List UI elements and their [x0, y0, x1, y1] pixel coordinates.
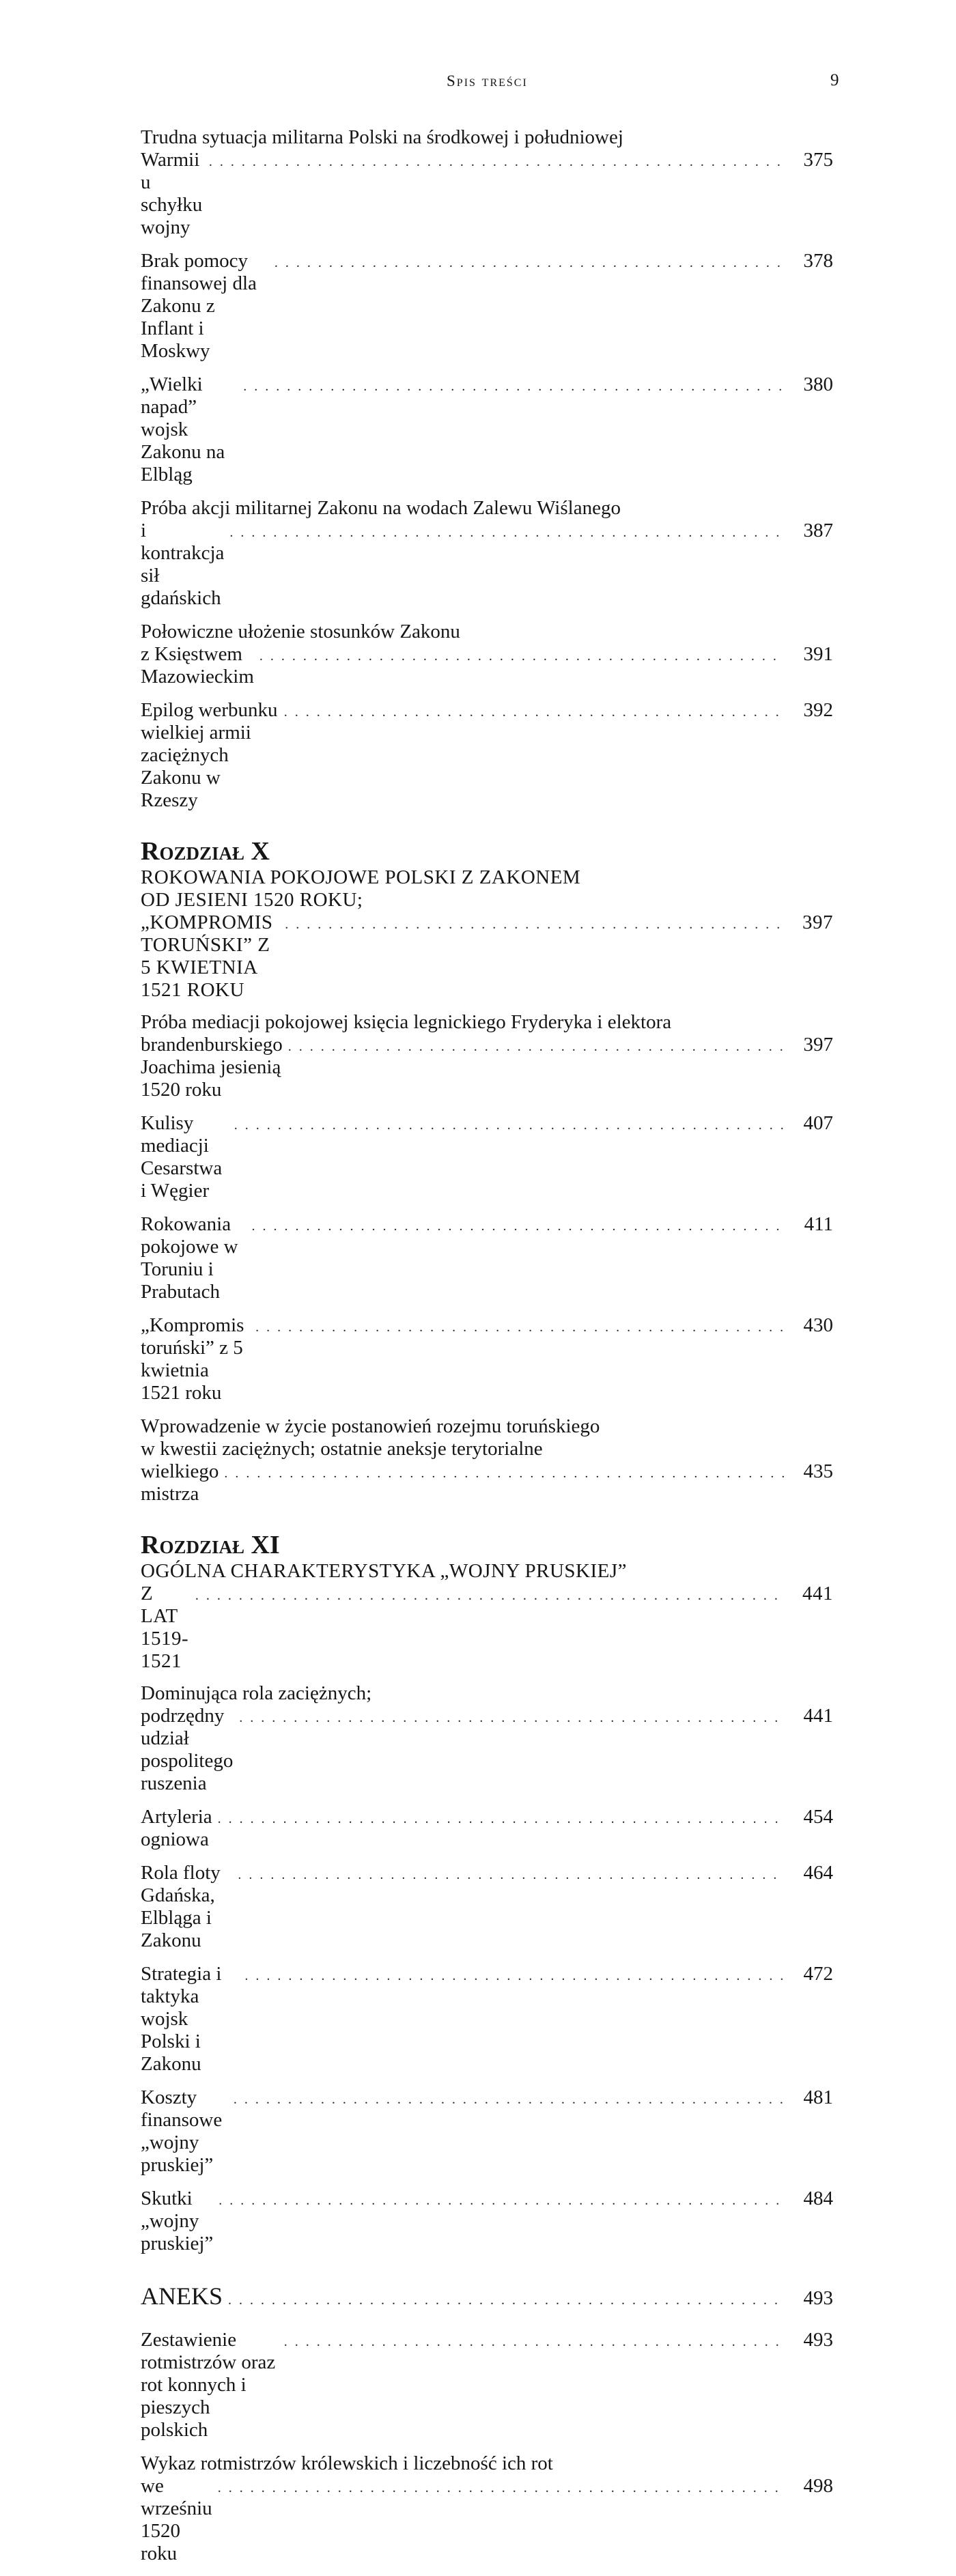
dot-leader: [255, 1314, 784, 1339]
toc-entry: [141, 2329, 833, 2441]
entry-text: „Wielki napad” wojsk Zakonu na Elbląg: [141, 373, 225, 485]
entry-page: 430: [803, 1314, 833, 1336]
dot-leader: [218, 2475, 784, 2500]
table-of-contents: [141, 126, 833, 2576]
entry-page: 441: [803, 1705, 833, 1727]
chapter-x-label: Rozdział X: [141, 837, 270, 866]
entry-page: 484: [803, 2188, 833, 2209]
dot-leader: [244, 1963, 784, 1987]
entry-text: wielkiego mistrza: [141, 1460, 219, 1505]
dot-leader: [284, 699, 784, 724]
entry-text: Wprowadzenie w życie postanowień rozejmu toruńskiego: [141, 1415, 600, 1437]
entry-text: Brak pomocy finansowej dla Zakonu z Inflant i Moskwy: [141, 250, 257, 362]
dot-leader: [239, 1705, 784, 1729]
chapter-title-line: ROKOWANIA POKOJOWE POLSKI Z ZAKONEM: [141, 866, 581, 888]
entry-text: Epilog werbunku wielkiej armii zaciężnych Zakonu w Rzeszy: [141, 699, 278, 811]
dot-leader: [234, 2086, 784, 2111]
dot-leader: [285, 911, 784, 936]
toc-entry: [141, 1963, 833, 2076]
dot-leader: [229, 520, 784, 544]
dot-leader: [252, 1213, 784, 1238]
toc-entry: [141, 699, 833, 812]
entry-page: 375: [803, 149, 833, 171]
toc-entry: [141, 1314, 833, 1404]
page-number: 9: [830, 71, 839, 89]
toc-entry: [141, 126, 833, 239]
entry-text: Wykaz rotmistrzów królewskich i liczebność ich rot: [141, 2452, 553, 2474]
dot-leader: [243, 373, 784, 398]
chapter-xi-title: [141, 1560, 833, 1673]
entry-page: 435: [803, 1460, 833, 1482]
toc-entry: [141, 1112, 833, 1202]
toc-entry: [141, 1415, 833, 1505]
toc-entry: [141, 1213, 833, 1303]
entry-text: i kontrakcja sił gdańskich: [141, 520, 225, 609]
entry-text: we wrześniu 1520 roku: [141, 2475, 212, 2564]
entry-text: Rola floty Gdańska, Elbląga i Zakonu: [141, 1862, 221, 1951]
toc-entry: [141, 621, 833, 688]
dot-leader: [284, 2329, 784, 2353]
dot-leader: [209, 149, 784, 173]
toc-entry: [141, 250, 833, 363]
entry-page: 391: [803, 643, 833, 665]
dot-leader: [288, 1034, 784, 1058]
entry-page: 498: [803, 2475, 833, 2497]
entry-text: Warmii u schyłku wojny: [141, 149, 203, 238]
entry-text: Strategia i taktyka wojsk Polski i Zakonu: [141, 1963, 222, 2075]
entry-text: Kulisy mediacji Cesarstwa i Węgier: [141, 1112, 223, 1202]
entry-text: Dominująca rola zaciężnych;: [141, 1682, 372, 1704]
entry-page: 392: [803, 699, 833, 721]
entry-text: w kwestii zaciężnych; ostatnie aneksje terytorialne: [141, 1438, 543, 1460]
dot-leader: [218, 1806, 784, 1830]
entry-text: Koszty finansowe „wojny pruskiej”: [141, 2086, 223, 2176]
running-title: Spis treści: [447, 72, 528, 89]
toc-entry: [141, 497, 833, 610]
dot-leader: [259, 643, 784, 668]
running-head: [0, 68, 956, 96]
entry-page: 397: [803, 1034, 833, 1056]
annex-page: 493: [803, 2287, 833, 2309]
entry-page: 493: [803, 2329, 833, 2351]
toc-entry: [141, 2452, 833, 2565]
chapter-x-title: [141, 866, 833, 1002]
entry-text: podrzędny udział pospolitego ruszenia: [141, 1705, 234, 1794]
entry-text: Próba akcji militarnej Zakonu na wodach Zalewu Wiślanego: [141, 497, 621, 519]
entry-page: 472: [803, 1963, 833, 1985]
entry-text: Skutki „wojny pruskiej”: [141, 2188, 214, 2254]
entry-page: 387: [803, 520, 833, 541]
toc-entry: [141, 1011, 833, 1101]
toc-entry: [141, 2086, 833, 2177]
entry-page: 407: [803, 1112, 833, 1134]
chapter-xi-label: Rozdział XI: [141, 1531, 280, 1559]
dot-leader: [234, 1112, 784, 1137]
chapter-page: 397: [802, 911, 833, 933]
entry-text: z Księstwem Mazowieckim: [141, 643, 254, 688]
entry-page: 481: [803, 2086, 833, 2108]
toc-entry: [141, 1806, 833, 1851]
dot-leader: [238, 1862, 784, 1886]
chapter-page: 441: [802, 1583, 833, 1604]
entry-page: 464: [803, 1862, 833, 1884]
dot-leader: [228, 2282, 784, 2314]
chapter-title-line: „KOMPROMIS TORUŃSKI” Z 5 KWIETNIA 1521 ROKU: [141, 911, 273, 1001]
entry-text: „Kompromis toruński” z 5 kwietnia 1521 roku: [141, 1314, 244, 1404]
chapter-title-line: OD JESIENI 1520 ROKU;: [141, 889, 363, 911]
chapter-title-line: Z LAT 1519-1521: [141, 1583, 189, 1672]
entry-text: Artyleria ogniowa: [141, 1806, 212, 1850]
dot-leader: [219, 2188, 784, 2212]
dot-leader: [275, 250, 784, 274]
entry-text: Trudna sytuacja militarna Polski na środkowej i południowej: [141, 126, 623, 148]
toc-entry: [141, 1682, 833, 1795]
dot-leader: [224, 1460, 784, 1485]
toc-entry: [141, 2188, 833, 2255]
entry-page: 411: [804, 1213, 833, 1235]
entry-text: brandenburskiego Joachima jesienią 1520 roku: [141, 1034, 283, 1101]
entry-page: 378: [803, 250, 833, 272]
entry-page: 380: [803, 373, 833, 395]
entry-text: Próba mediacji pokojowej księcia legnickiego Fryderyka i elektora: [141, 1011, 672, 1033]
entry-page: 454: [803, 1806, 833, 1828]
chapter-title-line: OGÓLNA CHARAKTERYSTYKA „WOJNY PRUSKIEJ”: [141, 1560, 628, 1582]
annex-title: ANEKS: [141, 2282, 223, 2310]
dot-leader: [195, 1583, 784, 1607]
toc-entry: [141, 373, 833, 486]
entry-text: Zestawienie rotmistrzów oraz rot konnych i pieszych polskich: [141, 2329, 276, 2441]
annex-heading: [141, 2282, 833, 2314]
entry-text: Rokowania pokojowe w Toruniu i Prabutach: [141, 1213, 238, 1303]
toc-entry: [141, 1862, 833, 1952]
entry-text: Połowiczne ułożenie stosunków Zakonu: [141, 621, 460, 642]
